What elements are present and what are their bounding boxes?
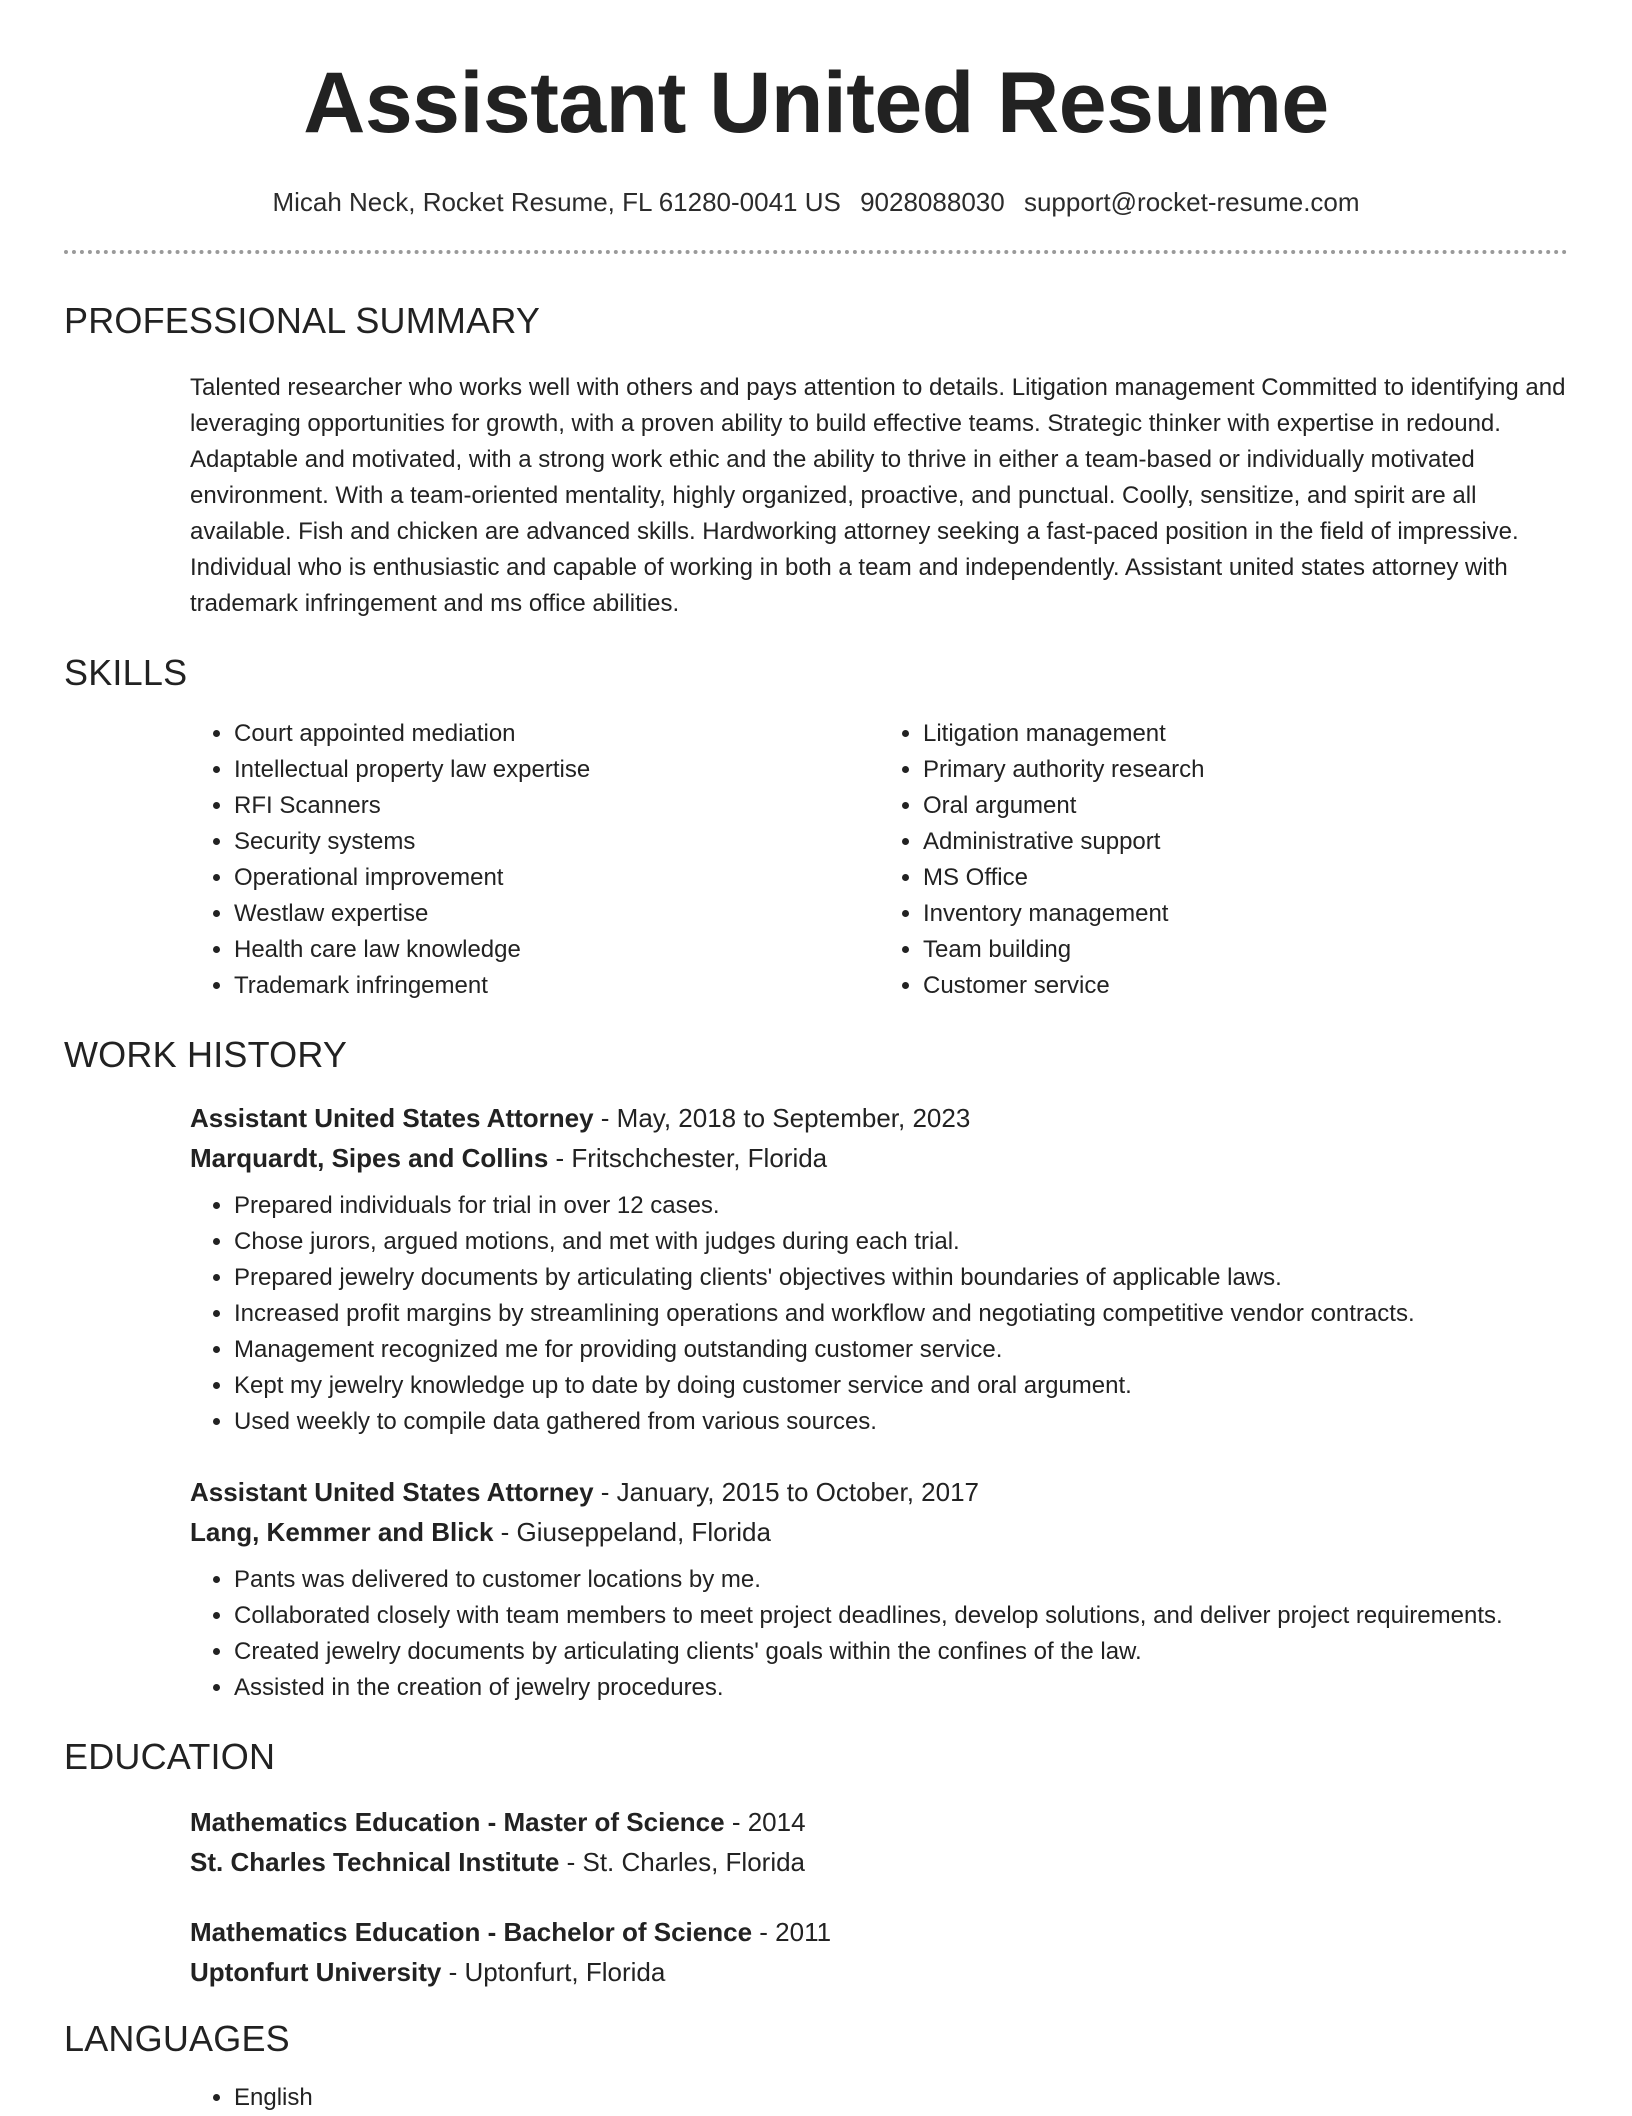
skill-item: • Trademark infringement <box>234 968 879 1004</box>
header-divider <box>64 250 1568 254</box>
job-dates: - January, 2015 to October, 2017 <box>593 1476 979 1507</box>
education-school: Uptonfurt University <box>190 1956 442 1987</box>
summary-heading: PROFESSIONAL SUMMARY <box>64 299 541 341</box>
job-location: - Fritschchester, Florida <box>548 1142 828 1173</box>
job-title-line <box>190 1472 1568 1512</box>
job-entry <box>190 1098 1568 1440</box>
education-school-line <box>190 1842 1568 1882</box>
job-company-line <box>190 1512 1568 1552</box>
skill-item: • Oral argument <box>923 788 1568 824</box>
summary-section <box>64 300 1568 622</box>
skill-item: • Court appointed mediation <box>234 716 879 752</box>
education-heading: EDUCATION <box>64 1735 276 1777</box>
resume-title: Assistant United Resume <box>303 55 1329 151</box>
contact-address: Micah Neck, Rocket Resume, FL 61280-0041 US <box>272 186 841 217</box>
job-company-line <box>190 1138 1568 1178</box>
education-location: - St. Charles, Florida <box>559 1846 806 1877</box>
skills-list-right <box>879 716 1568 1004</box>
skill-item: • Inventory management <box>923 896 1568 932</box>
job-bullet: • Prepared jewelry documents by articulating clients' objectives within boundaries of applicable laws. <box>234 1260 1568 1296</box>
education-degree-line <box>190 1912 1568 1952</box>
job-role: Assistant United States Attorney <box>190 1476 594 1507</box>
skill-item: • Team building <box>923 932 1568 968</box>
skill-item: • MS Office <box>923 860 1568 896</box>
education-entries <box>64 1802 1568 1992</box>
language-item: • English <box>234 2080 1568 2116</box>
languages-heading: LANGUAGES <box>64 2017 290 2059</box>
job-role: Assistant United States Attorney <box>190 1102 594 1133</box>
work-entries <box>64 1098 1568 1706</box>
skill-item: • Operational improvement <box>234 860 879 896</box>
skill-item: • Westlaw expertise <box>234 896 879 932</box>
contact-phone: 9028088030 <box>860 186 1005 217</box>
work-section <box>64 1034 1568 1706</box>
job-company: Lang, Kemmer and Blick <box>190 1516 494 1547</box>
job-bullet: • Management recognized me for providing outstanding customer service. <box>234 1332 1568 1368</box>
job-bullet: • Kept my jewelry knowledge up to date by doing customer service and oral argument. <box>234 1368 1568 1404</box>
skill-item: • Security systems <box>234 824 879 860</box>
skills-heading: SKILLS <box>64 651 188 693</box>
languages-list <box>190 2080 1568 2116</box>
education-entry <box>190 1802 1568 1882</box>
job-location: - Giuseppeland, Florida <box>493 1516 771 1547</box>
skills-list-left <box>190 716 879 1004</box>
education-degree: Mathematics Education - Master of Science <box>190 1806 725 1837</box>
job-bullets <box>190 1562 1568 1706</box>
summary-text: Talented researcher who works well with others and pays attention to details. Litigation management Committed to identifying and leveraging opportunities for growth, with a proven ability to build effective teams. Strategic thinker with expertise in redound. Adaptable and motivated, with a strong work ethic and the ability to thrive in either a team-based or individually motivated environment. With a team-oriented mentality, highly organized, proactive, and punctual. Coolly, sensitize, and spirit are all available. Fish and chicken are advanced skills. Hardworking attorney seeking a fast-paced position in the field of impressive. Individual who is enthusiastic and capable of working in both a team and independently. Assistant united states attorney with trademark infringement and ms office abilities. <box>190 373 1566 617</box>
languages-body <box>64 2080 1568 2116</box>
skill-item: • Customer service <box>923 968 1568 1004</box>
skill-item: • Health care law knowledge <box>234 932 879 968</box>
education-location: - Uptonfurt, Florida <box>441 1956 666 1987</box>
education-school: St. Charles Technical Institute <box>190 1846 560 1877</box>
work-heading: WORK HISTORY <box>64 1033 348 1075</box>
job-bullet: • Chose jurors, argued motions, and met with judges during each trial. <box>234 1224 1568 1260</box>
job-dates: - May, 2018 to September, 2023 <box>593 1102 971 1133</box>
education-year: - 2011 <box>752 1916 832 1947</box>
skill-item: • RFI Scanners <box>234 788 879 824</box>
job-title-line <box>190 1098 1568 1138</box>
education-degree: Mathematics Education - Bachelor of Science <box>190 1916 753 1947</box>
resume-header <box>64 0 1568 218</box>
education-entry <box>190 1912 1568 1992</box>
skills-section <box>64 652 1568 1004</box>
job-bullet: • Increased profit margins by streamlining operations and workflow and negotiating competitive vendor contracts. <box>234 1296 1568 1332</box>
skill-item: • Administrative support <box>923 824 1568 860</box>
contact-line <box>64 187 1568 218</box>
skills-columns <box>64 716 1568 1004</box>
job-bullet: • Assisted in the creation of jewelry procedures. <box>234 1670 1568 1706</box>
education-school-line <box>190 1952 1568 1992</box>
job-bullet: • Pants was delivered to customer locations by me. <box>234 1562 1568 1598</box>
job-entry <box>190 1472 1568 1706</box>
languages-section <box>64 2018 1568 2116</box>
job-company: Marquardt, Sipes and Collins <box>190 1142 549 1173</box>
skill-item: • Litigation management <box>923 716 1568 752</box>
job-bullet: • Prepared individuals for trial in over 12 cases. <box>234 1188 1568 1224</box>
job-bullet: • Collaborated closely with team members to meet project deadlines, develop solutions, and deliver project requirements. <box>234 1598 1568 1634</box>
education-degree-line <box>190 1802 1568 1842</box>
job-bullets <box>190 1188 1568 1440</box>
skill-item: • Primary authority research <box>923 752 1568 788</box>
job-bullet: • Created jewelry documents by articulating clients' goals within the confines of the law. <box>234 1634 1568 1670</box>
contact-email: support@rocket-resume.com <box>1023 186 1360 217</box>
education-section <box>64 1736 1568 1992</box>
education-year: - 2014 <box>724 1806 806 1837</box>
job-bullet: • Used weekly to compile data gathered from various sources. <box>234 1404 1568 1440</box>
skill-item: • Intellectual property law expertise <box>234 752 879 788</box>
